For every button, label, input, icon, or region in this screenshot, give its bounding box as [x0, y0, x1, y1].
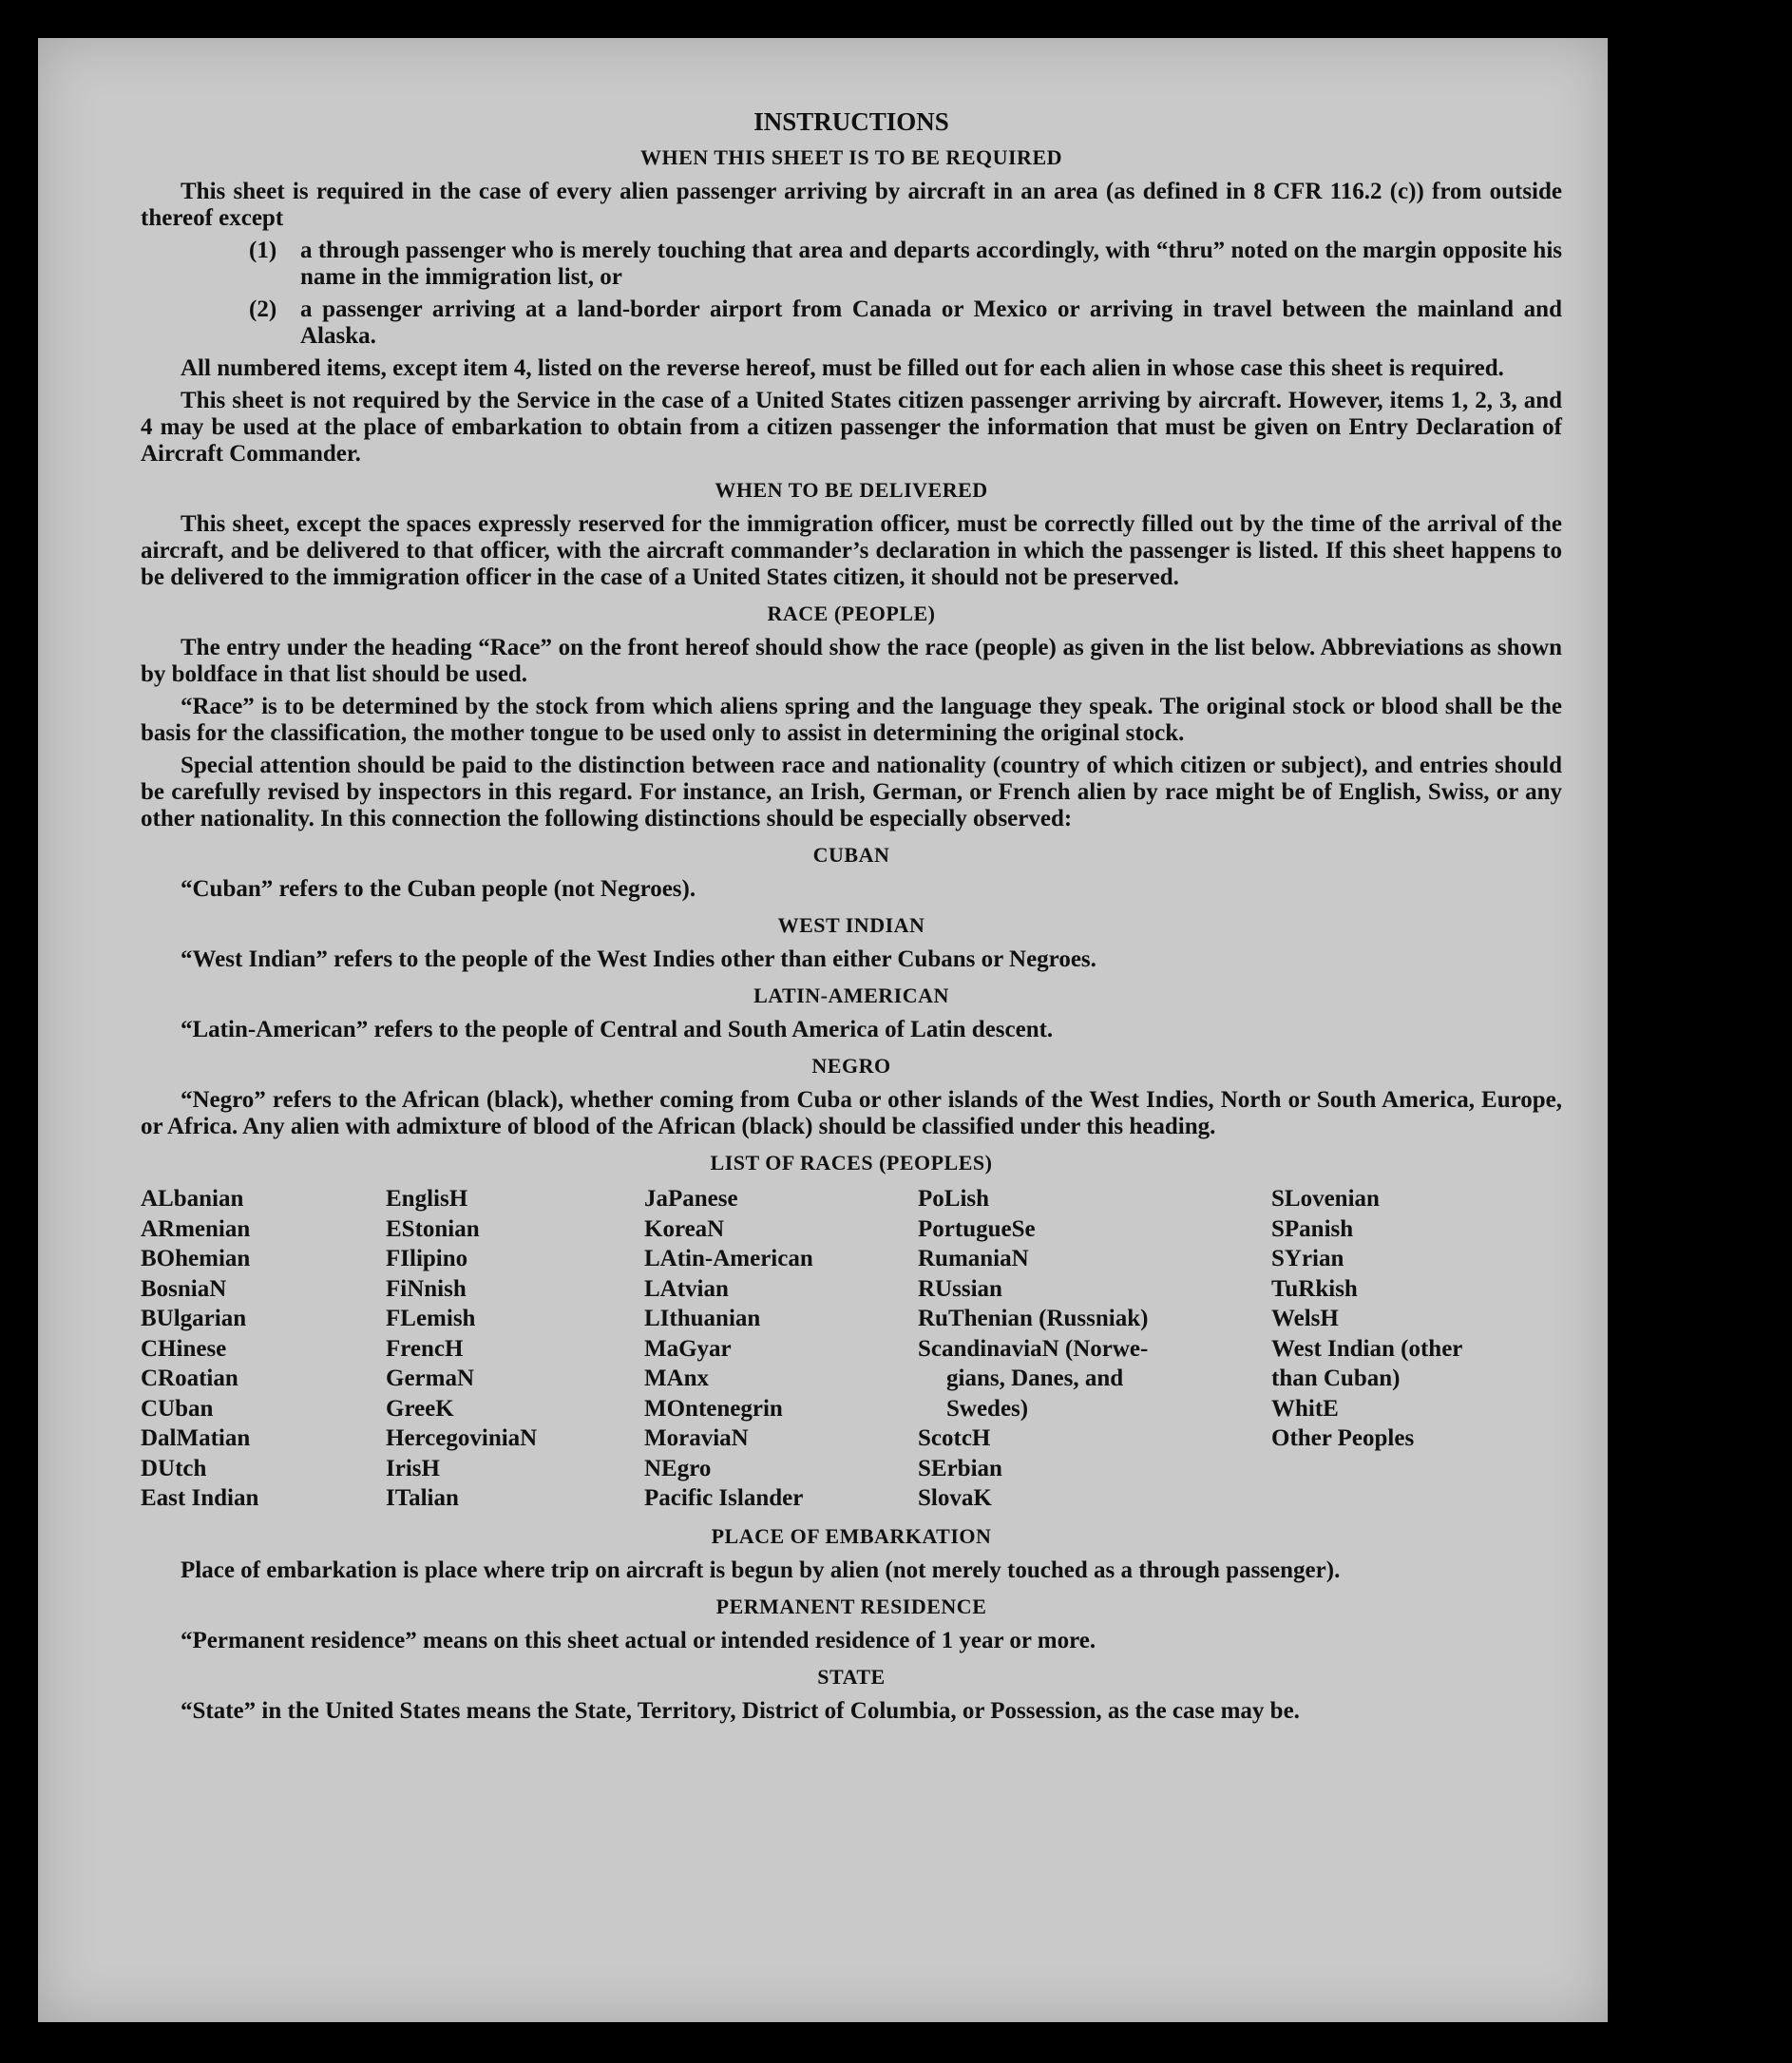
heading-when-delivered: WHEN TO BE DELIVERED	[715, 478, 988, 502]
race-entry: CHinese	[141, 1335, 227, 1362]
race-entry: Other Peoples	[1271, 1425, 1415, 1451]
heading-west-indian: WEST INDIAN	[777, 913, 925, 937]
race-para-1: The entry under the heading “Race” on the front hereof should show the race (people) as given in the list below. Abbreviations as shown by boldface in that list should be used.	[141, 635, 1562, 687]
race-entry: Swedes)	[946, 1395, 1029, 1422]
heading-when-required: WHEN THIS SHEET IS TO BE REQUIRED	[639, 145, 1063, 169]
heading-negro: NEGRO	[811, 1054, 891, 1078]
heading-state: STATE	[817, 1664, 886, 1689]
race-entry: TuRkish	[1271, 1275, 1358, 1302]
race-entry: West Indian (other	[1271, 1335, 1463, 1362]
race-entry: MOntenegrin	[644, 1395, 783, 1422]
race-entry: BUlgarian	[141, 1306, 247, 1331]
race-entry: GreeK	[386, 1395, 454, 1422]
race-entry: FiNnish	[386, 1275, 467, 1302]
exception-item-2	[141, 296, 1562, 350]
item-text: a passenger arriving at a land-border airport from Canada or Mexico or arriving in travel between the mainland and Alaska.	[300, 296, 1562, 349]
race-entry: ITalian	[386, 1485, 459, 1511]
item-text: a through passenger who is merely touching that area and departs accordingly, with “thru” noted on the margin opposite his name in the immigration list, or	[300, 238, 1562, 290]
cuban-text: “Cuban” refers to the Cuban people (not Negroes).	[181, 876, 696, 902]
race-entry: gians, Danes, and	[946, 1366, 1124, 1391]
item-number: (2)	[249, 296, 277, 322]
race-entry: LIthuanian	[644, 1306, 761, 1331]
race-entry: SlovaK	[918, 1485, 992, 1511]
state-text: “State” in the United States means the State, Territory, District of Columbia, or Possession, as the case may be.	[181, 1697, 1300, 1724]
races-column-4	[918, 1184, 1271, 1514]
race-entry: WhitE	[1271, 1395, 1339, 1422]
race-entry: East Indian	[141, 1485, 259, 1511]
race-entry: ScandinaviaN (Norwe-	[918, 1335, 1149, 1362]
when-required-intro: This sheet is required in the case of every alien passenger arriving by aircraft in an area (as defined in 8 CFR 116.2 (c)) from outside thereof except	[141, 179, 1562, 231]
heading-latin-american: LATIN-AMERICAN	[753, 984, 949, 1007]
race-entry: BOhemian	[141, 1246, 251, 1271]
race-entry: SErbian	[918, 1455, 1002, 1481]
race-entry: FLemish	[386, 1306, 476, 1331]
races-column-1	[141, 1184, 386, 1514]
west-indian-text: “West Indian” refers to the people of the West Indies other than either Cubans or Negroes.	[181, 946, 1096, 972]
race-entry: Pacific Islander	[644, 1485, 804, 1511]
race-entry: MAnx	[644, 1366, 710, 1391]
race-entry: ALbanian	[141, 1186, 244, 1212]
race-para-3: Special attention should be paid to the distinction between race and nationality (country of which citizen or subject), and entries should be carefully revised by inspectors in this regard. For instance, an Irish, German, or French alien by race might be of English, Swiss, or any other nationality. In this connection the following distinctions should be especially observed:	[141, 753, 1562, 831]
heading-place-of-embarkation: PLACE OF EMBARKATION	[711, 1523, 992, 1548]
race-entry: ARmenian	[141, 1215, 251, 1242]
instructions-content	[141, 108, 1562, 1730]
race-entry: GermaN	[386, 1366, 475, 1391]
race-entry: PoLish	[918, 1186, 990, 1212]
race-entry: BosniaN	[141, 1275, 227, 1302]
heading-cuban: CUBAN	[812, 843, 890, 867]
race-entry: EnglisH	[386, 1186, 468, 1212]
race-entry: RUssian	[918, 1275, 1002, 1302]
page-title: INSTRUCTIONS	[753, 107, 949, 136]
item-number: (1)	[249, 238, 277, 263]
latin-american-text: “Latin-American” refers to the people of Central and South America of Latin descent.	[181, 1017, 1054, 1042]
races-column-5	[1271, 1184, 1556, 1514]
race-entry: MaGyar	[644, 1335, 732, 1362]
race-entry: NEgro	[644, 1455, 712, 1481]
race-entry: RuThenian (Russniak)	[918, 1306, 1149, 1331]
race-entry: EStonian	[386, 1215, 480, 1242]
race-entry: IrisH	[386, 1455, 440, 1481]
residence-text: “Permanent residence” means on this sheet actual or intended residence of 1 year or more.	[181, 1627, 1096, 1653]
exception-item-1	[141, 238, 1562, 291]
embarkation-text: Place of embarkation is place where trip on aircraft is begun by alien (not merely touched as a through passenger).	[181, 1557, 1341, 1583]
race-entry: SYrian	[1271, 1246, 1344, 1271]
race-entry: SLovenian	[1271, 1186, 1380, 1212]
race-entry: KoreaN	[644, 1215, 725, 1242]
race-entry: HercegoviniaN	[386, 1425, 538, 1451]
races-column-3	[644, 1184, 918, 1514]
negro-text: “Negro” refers to the African (black), whether coming from Cuba or other islands of the West Indies, North or South America, Europe, or Africa. Any alien with admixture of blood of the African (black) should be classified under this heading.	[141, 1087, 1562, 1139]
race-para-2: “Race” is to be determined by the stock from which aliens spring and the language they speak. The original stock or blood shall be the basis for the classification, the mother tongue to be used only to assist in determining the original stock.	[141, 694, 1562, 746]
race-entry: DalMatian	[141, 1425, 251, 1451]
race-entry: FrencH	[386, 1335, 464, 1362]
when-required-para-3: This sheet is not required by the Service in the case of a United States citizen passenger arriving by aircraft. However, items 1, 2, 3, and 4 may be used at the place of embarkation to obtain from a citizen passenger the information that must be given on Entry Declaration of Aircraft Commander.	[141, 388, 1562, 467]
document-page	[38, 38, 1608, 2022]
heading-list-of-races: LIST OF RACES (PEOPLES)	[710, 1151, 993, 1175]
when-delivered-text: This sheet, except the spaces expressly reserved for the immigration officer, must be correctly filled out by the time of the arrival of the aircraft, and be delivered to that officer, with the aircraft commander’s declaration in which the passenger is listed. If this sheet happens to be delivered to the immigration officer in the case of a United States citizen, it should not be preserved.	[141, 511, 1562, 590]
race-entry: than Cuban)	[1271, 1366, 1401, 1391]
race-entry: CUban	[141, 1395, 214, 1422]
race-entry: FIlipino	[386, 1246, 468, 1271]
race-entry: DUtch	[141, 1455, 207, 1481]
races-column-2	[386, 1184, 644, 1514]
race-entry: LAtin-American	[644, 1246, 813, 1271]
race-entry: JaPanese	[644, 1186, 738, 1212]
races-list	[141, 1184, 1562, 1514]
race-entry: RumaniaN	[918, 1246, 1029, 1271]
race-entry: ScotcH	[918, 1425, 991, 1451]
race-entry: CRoatian	[141, 1366, 238, 1391]
heading-race: RACE (PEOPLE)	[767, 602, 936, 625]
race-entry: PortugueSe	[918, 1215, 1036, 1242]
when-required-para-2: All numbered items, except item 4, listed on the reverse hereof, must be filled out for each alien in whose case this sheet is required.	[181, 355, 1504, 381]
heading-permanent-residence: PERMANENT RESIDENCE	[715, 1594, 987, 1618]
race-entry: LAtvian	[644, 1275, 729, 1302]
race-entry: MoraviaN	[644, 1425, 749, 1451]
race-entry: SPanish	[1271, 1215, 1354, 1242]
race-entry: WelsH	[1271, 1306, 1339, 1331]
